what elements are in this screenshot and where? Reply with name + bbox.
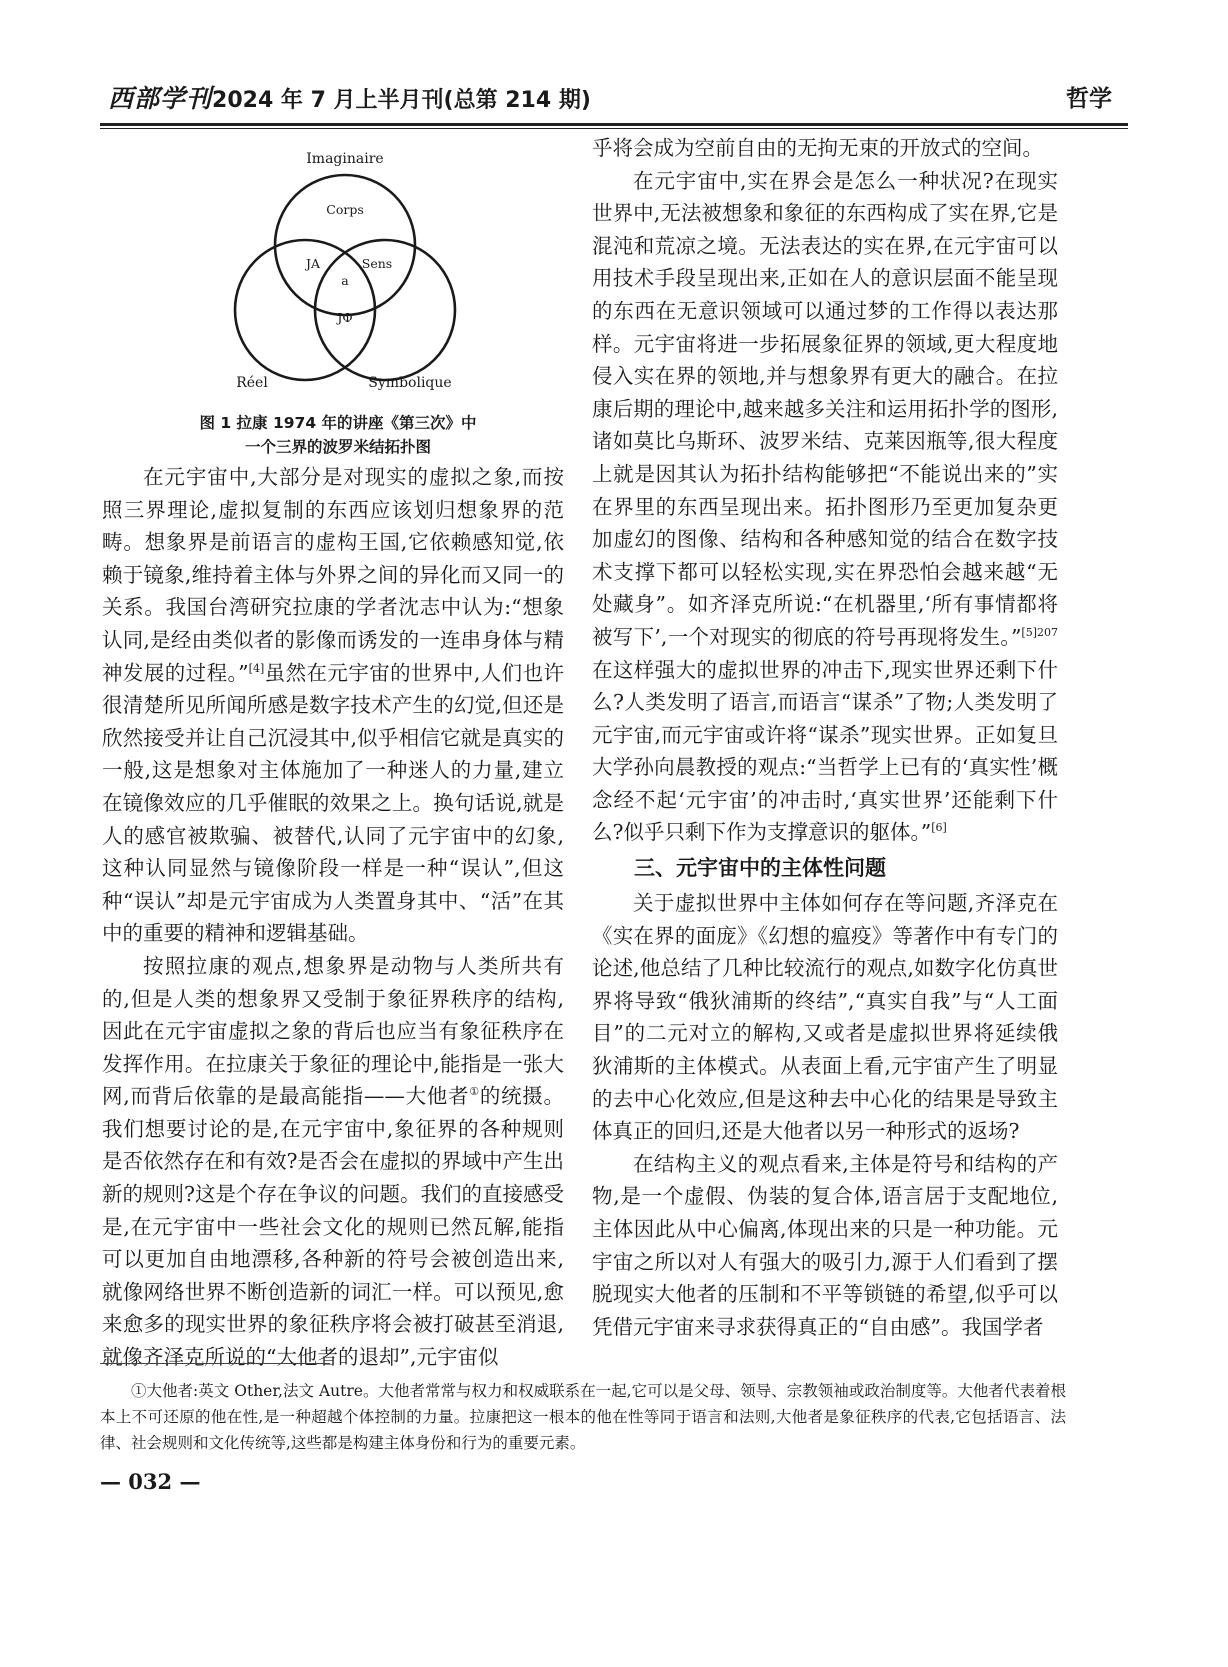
label-a: a (341, 273, 349, 288)
label-ja: JA (305, 256, 321, 271)
right-paragraph-0: 乎将会成为空前自由的无拘无束的开放式的空间。 (592, 136, 1043, 160)
right-p1-text-b: 在这样强大的虚拟世界的冲击下,现实世界还剩下什么?人类发明了语言,而语言“谋杀”了物;人类发明了元宇宙,而元宇宙或许将“谋杀”现实世界。正如复旦大学孙向晨教授的观点:“当哲学上已有的‘真实性’概念经不起‘元宇宙’的冲击时,‘真实世界’还能剩下什么?似乎只剩下作为支撑意识的躯体。” (592, 657, 1058, 845)
left-paragraph-1 (102, 461, 564, 950)
label-imaginaire: Imaginaire (306, 151, 384, 167)
label-reel: Réel (236, 375, 268, 391)
citation-ref-6: [6] (931, 821, 947, 835)
citation-ref-4: [4] (248, 661, 265, 675)
left-p1-text-a: 在元宇宙中,大部分是对现实的虚拟之象,而按照三界理论,虚拟复制的东西应该划归想象界的范畴。想象界是前语言的虚构王国,它依赖感知觉,依赖于镜象,维持着主体与外界之间的异化而又同一的关系。我国台湾研究拉康的学者沈志中认为:“想象认同,是经由类似者的影像而诱发的一连串身体与精神发展的过程。” (102, 465, 564, 685)
header-rule (100, 123, 1128, 129)
left-p2-text-a: 按照拉康的观点,想象界是动物与人类所共有的,但是人类的想象界又受制于象征界秩序的结构,因此在元宇宙虚拟之象的背后也应当有象征秩序在发挥作用。在拉康关于象征的理论中,能指是一张大网,而背后依靠的是最高能指——大他者 (102, 953, 564, 1109)
label-corps: Corps (326, 202, 364, 217)
label-jphi: JΦ (337, 310, 353, 325)
citation-ref-5: [5]207 (1021, 625, 1058, 639)
footnote-rule (100, 1363, 330, 1364)
left-p2-text-b: 的统摄。我们想要讨论的是,在元宇宙中,象征界的各种规则是否依然存在和有效?是否会在虚拟的界域中产生出新的规则?这是个存在争议的问题。我们的直接感受是,在元宇宙中一些社会文化的规则已然瓦解,能指可以更加自由地漂移,各种新的符号会被创造出来,就像网络世界不断创造新的词汇一样。可以预见,愈来愈多的现实世界的象征秩序将会被打破甚至消退,就像齐泽克所说的“大他者的退却”,元宇宙似 (102, 1084, 565, 1370)
ring-imaginaire (275, 175, 415, 315)
left-column (102, 461, 564, 1374)
footnote-marker: ① (469, 1085, 480, 1099)
right-paragraph-1 (592, 165, 1058, 849)
issue-info: 2024 年 7 月上半月刊(总第 214 期) (212, 88, 591, 113)
left-p1-text-b: 虽然在元宇宙的世界中,人们也许很清楚所见所闻所感是数字技术产生的幻觉,但还是欣然接受并让自己沉浸其中,似乎相信它就是真实的一般,这是想象对主体施加了一种迷人的力量,建立在镜像效应的几乎催眠的效果之上。换句话说,就是人的感官被欺骗、被替代,认同了元宇宙中的幻象,这种认同显然与镜像阶段一样是一种“误认”,但这种“误认”却是元宇宙成为人类置身其中、“活”在其中的重要的精神和逻辑基础。 (102, 660, 565, 946)
section-label: 哲学 (1066, 86, 1112, 112)
page-number: — 032 — (100, 1469, 201, 1494)
journal-logo: 西部学刊 (108, 84, 213, 113)
label-sens: Sens (361, 256, 393, 271)
right-p1-text-a: 在元宇宙中,实在界会是怎么一种状况?在现实世界中,无法被想象和象征的东西构成了实在界,它是混沌和荒凉之境。无法表达的实在界,在元宇宙可以用技术手段呈现出来,正如在人的意识层面不能呈现的东西在无意识领域可以通过梦的工作得以表达那样。元宇宙将进一步拓展象征界的领域,更大程度地侵入实在界的领地,并与想象界有更大的融合。在拉康后期的理论中,越来越多关注和运用拓扑学的图形,诸如莫比乌斯环、波罗米结、克莱因瓶等,很大程度上就是因其认为拓扑结构能够把“不能说出来的”实在界里的东西呈现出来。拓扑图形乃至更加复杂更加虚幻的图像、结构和各种感知觉的结合在数字技术支撑下都可以轻松实现,实在界恐怕会越来越“无处藏身”。如齐泽克所说:“在机器里,‘所有事情都将被写下’,一个对现实的彻底的符号再现将发生。” (592, 168, 1058, 649)
right-column (592, 132, 1058, 1343)
journal-header (108, 82, 591, 116)
section-heading: 三、元宇宙中的主体性问题 (634, 856, 886, 881)
figure-caption-line1: 图 1 拉康 1974 年的讲座《第三次》中 (199, 414, 477, 432)
left-paragraph-2 (102, 950, 564, 1374)
borromean-knot-figure (210, 150, 480, 420)
right-paragraph-3: 在结构主义的观点看来,主体是符号和结构的产物,是一个虚假、伪装的复合体,语言居于支配地位,主体因此从中心偏离,体现出来的只是一种功能。元宇宙之所以对人有强大的吸引力,源于人们看到了摆脱现实大他者的压制和不平等锁链的希望,似乎可以凭借元宇宙来寻求获得真正的“自由感”。我国学者 (592, 1151, 1058, 1339)
right-paragraph-2: 关于虚拟世界中主体如何存在等问题,齐泽克在《实在界的面庞》《幻想的瘟疫》等著作中有专门的论述,他总结了几种比较流行的观点,如数字化仿真世界将导致“俄狄浦斯的终结”,“真实自我”与“人工面目”的二元对立的解构,又或者是虚拟世界将延续俄狄浦斯的主体模式。从表面上看,元宇宙产生了明显的去中心化效应,但是这种去中心化的结果是导致主体真正的回归,还是大他者以另一种形式的返场? (592, 891, 1058, 1144)
borromean-knot-diagram (210, 150, 480, 420)
footnote: ①大他者:英文 Other,法文 Autre。大他者常常与权力和权威联系在一起,它可以是父母、领导、宗教领袖或政治制度等。大他者代表着根本上不可还原的他在性,是一种超越个体控制的力量。拉康把这一根本的他在性等同于语言和法则,大他者是象征秩序的代表,它包括语言、法律、社会规则和文化传统等,这些都是构建主体身份和行为的重要元素。 (100, 1382, 1066, 1452)
figure-caption-line2: 一个三界的波罗米结拓扑图 (244, 438, 431, 456)
label-symbolique: Symbolique (368, 375, 452, 391)
